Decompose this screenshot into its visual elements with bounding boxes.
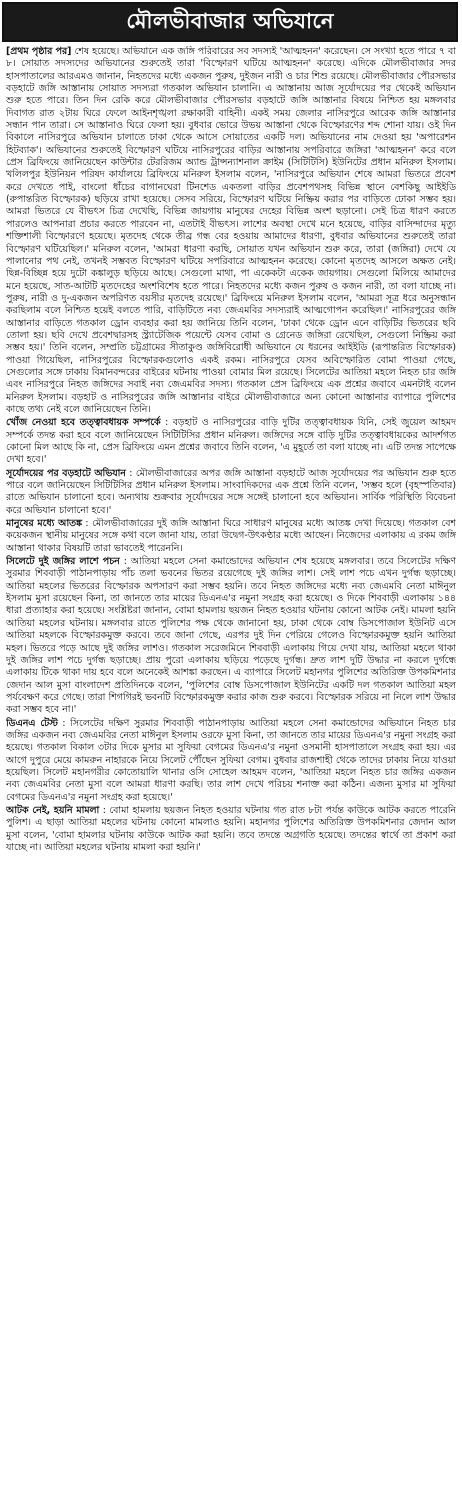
article-body [6,46,456,1492]
paragraph-text: : সিলেটের দক্ষিণ সুরমার শিববাড়ী পাঠানপাড়ায় আতিয়া মহলে সেনা কমান্ডোদের অভিযানে নিহত চার জঙ্গির একজন নব্য জেএমবির নেতা মাঈনুল ইসলাম ওরফে মুসা কিনা, তা জানতে তার মায়ের ডিএনএ'র নমুনা সংগ্রহ করা হয়েছে। গতকাল বিকাল ৩টার দিকে মুসার মা সুফিয়া বেগমের ডিএনএ'র নমুনা ওসমানী হাসপাতালে সংগ্রহ করা হয়। এর আগে দুপুরে মেয়ে কামরুন নাহারকে নিয়ে সিলেট পৌঁছেন সুফিয়া বেগম। বুধবার রাজশাহী থেকে তাদের ঢাকায় নিয়ে যাওয়া হয়েছিল। সিলেট মহানগরীর কোতোয়ালি থানার ওসি সোহেল আহমদ বলেন, 'আতিয়া মহলে নিহত চার জঙ্গির একজন নব্য জেএমবির নেতা মুসা বলে আমরা ধারণা করছি। তার লাশ দেখে পরিচয় শনাক্ত করা কঠিন। এজন্য মুসার মা সুফিয়া বেগমের ডিএনএ'র নমুনা সংগ্রহ করা হয়েছে।' [6,717,456,803]
headline: মৌলভীবাজার অভিযানে [126,7,334,33]
paragraph-text: : মৌলভীবাজারের অপর জঙ্গি আস্তানা বড়হাটে আজ সূর্যোদয়ের পর অভিযান শুরু হতে পারে বলে জানিয়েছেন সিটিটিসির প্রধান মনিরুল ইসলাম। সাংবাদিকদের এক প্রশ্নে তিনি বলেন, 'সম্ভব হলে (বৃহস্পতিবার) রাতে অভিযান চালানো হবে। অন্যথায় শুক্রবার সূর্যোদয়ের সঙ্গে সঙ্গেই চালানো হবে অভিযান। সার্বিক পরিস্থিতি বিবেচনা করে অভিযান চালানো হবে।' [6,467,456,516]
paragraph-intro [6,46,456,416]
paragraph-text: শেষ হয়েছে। অভিযানে এক জঙ্গি পরিবারের সব সদস্যই 'আত্মহনন' করেছেন। সে সংখ্যা হতে পারে ৭ বা ৮। সোয়াত সদস্যদের অভিযানের শুরুতেই তারা 'বিস্ফোরণ ঘটিয়ে আত্মহনন' করেছে। এদিকে মৌলভীবাজার সদর হাসপাতালের আরএমও জানান, নিহতদের মধ্যে একজন পুরুষ, দুইজন নারী ও চার শিশু রয়েছে। মৌলভীবাজার পৌরসভার বড়হাটে জঙ্গি আস্তানায় সোয়াত সদস্যরা গতকাল অভিযান চালানি। এ আস্তানায় আজ সূর্যোদয়ের পর থেকেই অভিযান শুরু হতে পারে। তিন দিন রেকি করে মৌলভীবাজার পৌরসভার বড়হাটে জঙ্গি আস্তানার বিষয়ে নিশ্চিত হয় মঙ্গলবার দিবাগত রাত ২টায় ঘিরে ফেলে আইনশৃঙ্খলা রক্ষাকারী বাহিনী। একই সময় জেলার নাসিরপুরে আরেক জঙ্গি আস্তানার সন্ধান পান তারা। সে আস্তানাও ঘিরে ফেলা হয়। বুধবার ভোরে উভয় আস্তানা থেকে বিস্ফোরণের শব্দ শোনা যায়। ওই দিন বিকালে নাসিরপুরে অভিযান চালাতে ঢাকা থেকে আসে সোয়াতের একটি দল। অভিযানের নাম দেওয়া হয় 'অপারেশন হিটব্যাক'। অভিযানের শুরুতেই বিস্ফোরণ ঘটিয়ে নাসিরপুরের বাড়ির আস্তানায় সপরিবারে জঙ্গিরা 'আত্মহনন' করে বলে প্রেস ব্রিফিংয়ে জানিয়েছেন কাউন্টার টেররিজম অ্যান্ড ট্রান্সন্যাশনাল ক্রাইম (সিটিটিসি) ইউনিটের প্রধান মনিরুল ইসলাম। খলিলপুর ইউনিয়ন পরিষদ কার্যালয়ে ব্রিফিংয়ে মনিরুল ইসলাম বলেন, 'নাসিরপুরে অভিযান শেষে আমরা ভিতরে প্রবেশ করে দেখতে পাই, বাংলো ধাঁচের বাগানঘেরা টিনশেড একতলা বাড়ির প্রবেশপথসহ বিভিন্ন স্থানে বেশকিছু আইইডি (রুপান্তরিত বিস্ফোরক) ছড়িয়ে রাখা হয়েছে। সেসব সরিয়ে, বিস্ফোরণ ঘটিয়ে নিষ্ক্রিয় করার পর বাড়িতে ঢোকা সম্ভব হয়। আমরা ভিতরে যে বীভৎস চিত্র দেখেছি, বিভিন্ন জায়গায় মানুষের দেহের বিভিন্ন অংশ ছড়ানো। সেই চিত্র ধারণ করতে পারলেও আপনারা প্রচার করতে পারবেন না, এতটাই বীভৎস। লাশের অবস্থা দেখে মনে হয়েছে, বাড়ির বাসিন্দাদের মৃত্যু শক্তিশালী বিস্ফোরণে হয়েছে। মৃতদেহ থেকে তীব্র গন্ধ বের হওয়ায় আমাদের ধারণা, বুধবার অভিযানের শুরুতেই তারা বিস্ফোরণ ঘটিয়েছিল।' মনিরুল বলেন, 'আমরা ধারণা করছি, সোয়াত যখন অভিযান শুরু করে, তারা (জঙ্গিরা) দেখে যে পালানোর পথ নেই, তখনই সম্ভবত বিস্ফোরণ ঘটিয়ে সপরিবারে আত্মহনন করেছে। কোনো মৃতদেহ আসলে অক্ষত নেই। ছিন্ন-বিচ্ছিন্ন হয়ে দুটো কঙ্কালুড় ছড়িয়ে আছে। সেগুলো মাথা, পা একেকটা একেক জায়গায়। সেগুলো মিলিয়ে আমাদের মনে হয়েছে, সাত-আটটি মৃতদেহের অংশবিশেষ হতে পারে। নিহতদের মধ্যে কজন পুরুষ ও কজন নারী, তা বলা যাচ্ছে না। পুরুষ, নারী ও দু-একজন অপরিণত বয়সীর মৃতদেহ রয়েছে।' ব্রিফিংয়ে মনিরুল ইসলাম বলেন, 'আমরা সূত্র ধরে অনুসন্ধান করছিলাম বলে নিশ্চিত হয়েই বলতে পারি, বাড়িটিতে নব্য জেএমবির সদস্যরাই আত্মগোপন করেছিল।' নাসিরপুরের জঙ্গি আস্তানার বাড়িতে গতকাল ড্রোন ব্যবহার করা হয় জানিয়ে তিনি বলেন, 'ঢাকা থেকে ড্রোন এনে বাড়িটির ভিতরের ছবি তোলা হয়। ছবি দেখে প্রবেশদ্বারসহ স্ট্র্যাটেজিক পয়েন্টে যেসব বোমা ও গ্রেনেড জঙ্গিরা রেখেছিল, সেগুলো নিষ্ক্রিয় করা সম্ভব হয়।' তিনি বলেন, সম্প্রতি চট্টগ্রামের সীতাকুণ্ড জঙ্গিবিরোধী অভিযানে যে ধরনের আইইডি (রূপান্তরিত বিস্ফোরক) পাওয়া গিয়েছিল, নাসিরপুরের বিস্ফোরকগুলোও একই রকম। নাসিরপুরে যেসব অবিস্ফোরিত বোমা পাওয়া গেছে, সেগুলোর সঙ্গে ঢাকায় বিমানবন্দরের বাইরের ঘটনায় পাওয়া বোমার মিল রয়েছে। সিলেটের আতিয়া মহলে নিহত চার জঙ্গি এবং নাসিরপুরে নিহত জঙ্গিদের সবাই নব্য জেএমবির সদস্য। গতকাল প্রেস ব্রিফিংয়ে এক প্রশ্নের জবাবে এমনটাই বলেন মনিরুল ইসলাম। বড়হাট ও নাসিরপুরের জঙ্গি আস্তানার বাইরে মৌলভীবাজারে অন্য কোনো আস্তানার ব্যাপারে পুলিশের কাছে তথ্য নেই বলে জানিয়েছেন তিনি। [6,46,456,415]
paragraph-no-arrest [6,805,456,854]
paragraph-barahat-operation [6,468,456,517]
paragraph-subhead: খোঁজ নেওয়া হবে তত্ত্বাবধায়ক সম্পর্কে [6,417,161,429]
paragraph-text: : আতিয়া মহলে সেনা কমান্ডোদের অভিযান শেষ হয়েছে মঙ্গলবার। তবে সিলেটের দক্ষিণ সুরমার শিববাড়ী পাঠানপাড়ায় পাঁচ তলা ভবনের ভিতর রয়েগেছে দুই জঙ্গির লাশ। সেই লাশ পচে এখন দুর্গন্ধ ছড়াচ্ছে। আতিয়া মহলের ভিতরের বিস্ফোরক অপসারণ করা সম্ভব হয়নি। তবে নিহত জঙ্গিদের মধ্যে নব্য জেএমবি নেতা মাঈনুল ইসলাম মুসা রয়েছেন কিনা, তা জানতে তার মায়ের ডিএনএ'র নমুনা সংগ্রহ করা হয়েছে। ও দিকে শিববাড়ী এলাকায় ১৪৪ ধারা প্রত্যাহার করা হয়েছে। সংশ্লিষ্টরা জানান, বোমা হামলায় ছয়জন নিহত হওয়ার ঘটনায় কোনো আটক নেই। মামলা হয়নি আতিয়া মহলের ঘটনায়। মঙ্গলবার রাতে পুলিশের পক্ষ থেকে জানানো হয়, ঢাকা থেকে বোম্ব ডিসপোজাল ইউনিট এসে আতিয়া মহলকে বিস্ফোরকমুক্ত করবে। তবে জানা গেছে, এরপর দুই দিন পেরিয়ে গেলেও বিস্ফোরকমুক্ত হয়নি আতিয়া মহল। ভিতরে পড়ে আছে দুই জঙ্গির লাশও। গতকাল সরেজমিনে শিববাড়ী এলাকায় গিয়ে দেখা যায়, আতিয়া মহলে থাকা দুই জঙ্গির লাশ পচে দুর্গন্ধ ছড়াচ্ছে। প্রায় পুরো এলাকায় ছড়িয়ে পড়েছে দুর্গন্ধ। দ্রুত লাশ দুটি উদ্ধার না করলে দুর্গন্ধে এলাকায় টিকে থাকা দায় হবে বলে অনেকেই আশঙ্কা করছেন। এ ব্যাপারে সিলেট মহানগর পুলিশের অতিরিক্ত উপকমিশনার জেদান আল মুসা বাংলাদেশ প্রতিদিনকে বলেন, 'পুলিশের বোম্ব ডিসপোজাল ইউনিটের একটি দল গতকাল আতিয়া মহল পর্যবেক্ষণ করে গেছে। তারা শিগগিরই ভবনটি বিস্ফোরকমুক্ত করার কাজ শুরু করবে। বিস্ফোরক সরিয়ে না নিলে লাশ উদ্ধার করা সম্ভব হবে না।' [6,556,456,716]
paragraph-text: : বোমা হামলায় ছয়জন নিহত হওয়ার ঘটনায় গত রাত ৮টা পর্যন্ত কাউকে আটক করতে পারেনি পুলিশ। এ ছাড়া আতিয়া মহলের ঘটনায় কোনো মামলাও হয়নি। মহানগর পুলিশের অতিরিক্ত উপকমিশনার জেদান আল মুসা বলেন, 'বোমা হামলার ঘটনায় কাউকে আটক করা হয়নি। তবে তদন্তে অগ্রগতি হয়েছে। তদন্তের স্বার্থে তা প্রকাশ করা যাচ্ছে না। আতিয়া মহলের ঘটনায় মামলা করা হয়নি।' [6,804,456,853]
paragraph-subhead: মানুষের মধ্যে আতঙ্ক [6,518,82,530]
paragraph-subhead: সিলেটে দুই জঙ্গির লাশে পচন [6,556,120,568]
paragraph-panic [6,518,456,555]
paragraph-text: : বড়হাট ও নাসিরপুরের বাড়ি দুটির তত্ত্বাবধায়ক যিনি, সেই জুয়েল আহমদ সম্পর্কে তদন্ত করা হবে বলে জানিয়েছেন সিটিটিসির প্রধান মনিরুল। জঙ্গিদের সঙ্গে বাড়ি দুটির তত্ত্বাবধায়কের আদর্শগত কোনো মিল আছে কি না, প্রেস ব্রিফিংয়ে এমন প্রশ্নের জবাবে তিনি বলেন, 'এ মুহূর্তে তা বলা যাচ্ছে না। এটি তদন্ত সাপেক্ষে দেখা হবে।' [6,417,456,466]
paragraph-text: : মৌলভীবাজারের দুই জঙ্গি আস্তানা ঘিরে সাধারণ মানুষের মধ্যে আতঙ্ক দেখা দিয়েছে। গতকাল বেশ কয়েকজন স্থানীয় মানুষের সঙ্গে কথা বলে জানা যায়, তারা উদ্বেগ-উৎকণ্ঠার মধ্যে আছেন। নিজেদের এলাকায় এ রকম জঙ্গি আস্তানা থাকার বিষয়টি তারা ভাবতেই পারেননি। [6,518,456,554]
paragraph-subhead: [প্রথম পৃষ্ঠার পর] [6,46,72,57]
paragraph-subhead: ডিএনএ টেস্ট [6,717,58,729]
paragraph-dna-test [6,718,456,804]
paragraph-sylhet-bodies [6,556,456,716]
paragraph-subhead: সূর্যোদয়ের পর বড়হাটে অভিযান [6,467,126,479]
paragraph-caretaker [6,417,456,466]
headline-banner [2,2,458,42]
paragraph-subhead: আটক নেই, হয়নি মামলা [6,804,100,816]
